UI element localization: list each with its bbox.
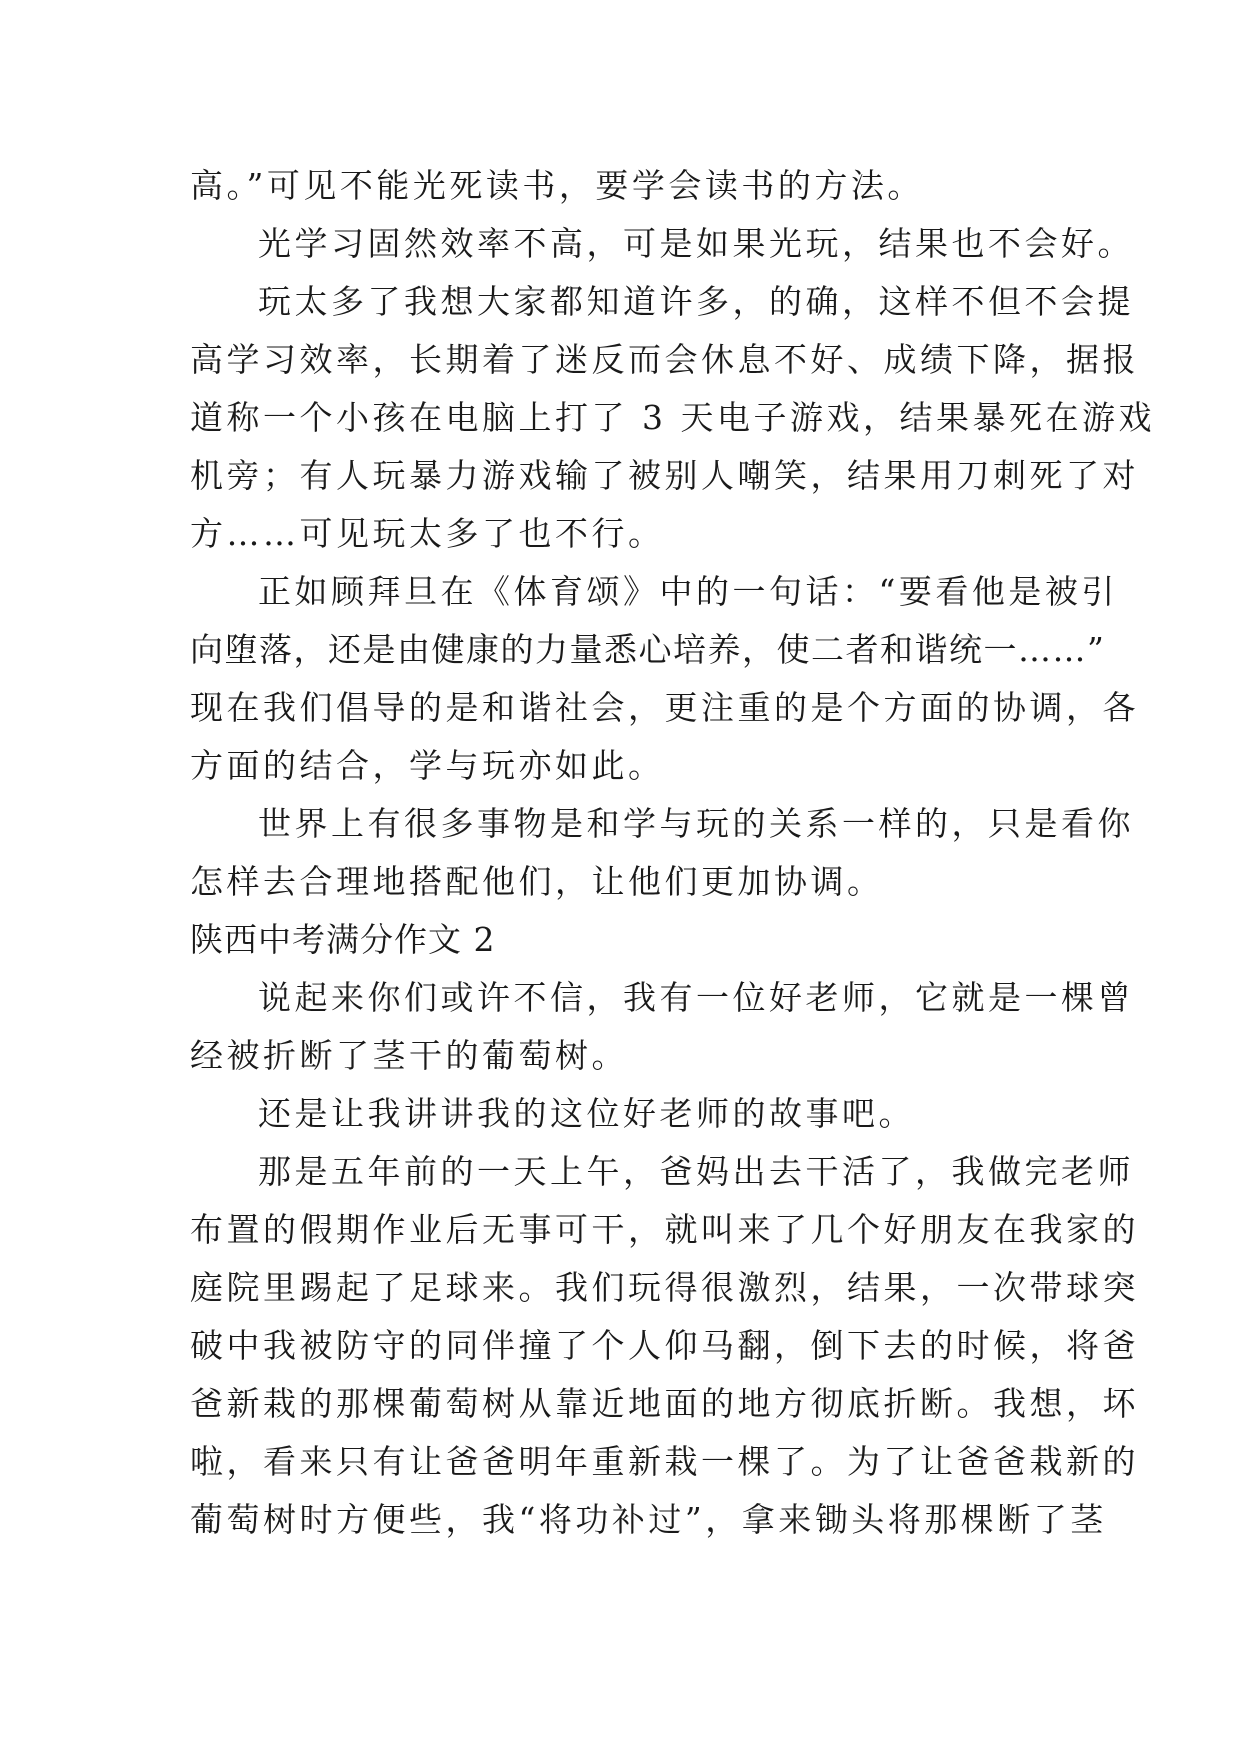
text-line: 怎样去合理地搭配他们，让他们更加协调。 (190, 862, 884, 901)
paragraph-first-line: 正如顾拜旦在《体育颂》中的一句话：“要看他是被引 (258, 572, 1118, 611)
text-line: 经被折断了茎干的葡萄树。 (190, 1036, 628, 1075)
text-line: 破中我被防守的同伴撞了个人仰马翻，倒下去的时候，将爸 (190, 1326, 1139, 1365)
text-line: 道称一个小孩在电脑上打了 3 天电子游戏，结果暴死在游戏 (190, 398, 1155, 437)
paragraph-first-line: 那是五年前的一天上午，爸妈出去干活了，我做完老师 (258, 1152, 1134, 1191)
text-line: 现在我们倡导的是和谐社会，更注重的是个方面的协调，各 (190, 688, 1139, 727)
text-line: 高学习效率，长期着了迷反而会休息不好、成绩下降，据报 (190, 340, 1139, 379)
text-line: 向堕落，还是由健康的力量悉心培养，使二者和谐统一……” (190, 630, 1106, 669)
text-line: 高。”可见不能光死读书，要学会读书的方法。 (190, 166, 924, 205)
section-heading: 陕西中考满分作文 2 (190, 920, 496, 959)
text-line: 布置的假期作业后无事可干，就叫来了几个好朋友在我家的 (190, 1210, 1139, 1249)
text-line: 葡萄树时方便些，我“将功补过”，拿来锄头将那棵断了茎 (190, 1500, 1107, 1539)
text-line: 方面的结合，学与玩亦如此。 (190, 746, 665, 785)
paragraph-first-line: 世界上有很多事物是和学与玩的关系一样的，只是看你 (258, 804, 1134, 843)
text-line: 机旁；有人玩暴力游戏输了被别人嘲笑，结果用刀刺死了对 (190, 456, 1139, 495)
text-line: 啦，看来只有让爸爸明年重新栽一棵了。为了让爸爸栽新的 (190, 1442, 1139, 1481)
text-line: 爸新栽的那棵葡萄树从靠近地面的地方彻底折断。我想，坏 (190, 1384, 1139, 1423)
text-line: 方……可见玩太多了也不行。 (190, 514, 665, 553)
text-line: 庭院里踢起了足球来。我们玩得很激烈，结果，一次带球突 (190, 1268, 1139, 1307)
paragraph-first-line: 玩太多了我想大家都知道许多，的确，这样不但不会提 (258, 282, 1134, 321)
paragraph-first-line: 还是让我讲讲我的这位好老师的故事吧。 (258, 1094, 915, 1133)
paragraph-first-line: 说起来你们或许不信，我有一位好老师，它就是一棵曾 (258, 978, 1134, 1017)
paragraph-first-line: 光学习固然效率不高，可是如果光玩，结果也不会好。 (258, 224, 1134, 263)
